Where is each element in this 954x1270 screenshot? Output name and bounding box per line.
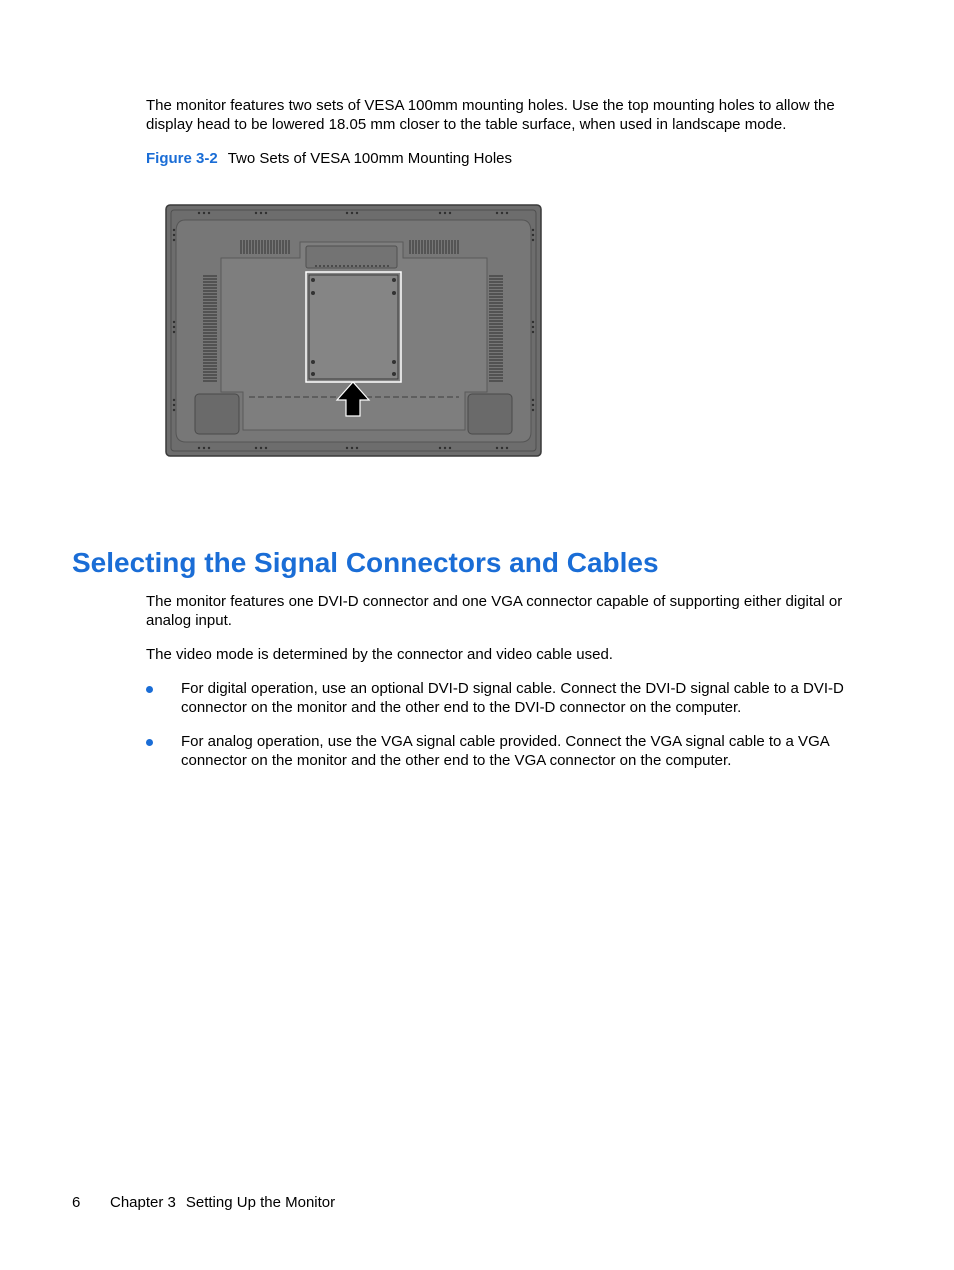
bullet-icon	[146, 686, 153, 693]
footer-chapter: Chapter 3	[110, 1194, 176, 1211]
figure-number: Figure 3-2	[146, 150, 218, 167]
monitor-back-illustration	[165, 204, 542, 457]
list-item-text: For digital operation, use an optional DVI-D signal cable. Connect the DVI-D signal cable to a DVI-D connector on the monitor and the other end to the DVI-D connector on the computer.	[181, 680, 844, 716]
page-footer	[72, 1193, 335, 1212]
page-number: 6	[72, 1194, 81, 1211]
section-paragraph-2: The video mode is determined by the connector and video cable used.	[146, 646, 613, 663]
footer-chapter-title: Setting Up the Monitor	[185, 1194, 336, 1211]
figure-caption	[146, 149, 512, 168]
bullet-icon	[146, 739, 153, 746]
section-paragraph-1: The monitor features one DVI-D connector and one VGA connector capable of supporting either digital or analog input.	[146, 593, 843, 629]
figure-caption-text: Two Sets of VESA 100mm Mounting Holes	[227, 150, 512, 167]
list-item-text: For analog operation, use the VGA signal cable provided. Connect the VGA signal cable to a VGA connector on the monitor and the other end to the VGA connector on the computer.	[181, 733, 829, 769]
section-heading: Selecting the Signal Connectors and Cables	[72, 547, 659, 578]
intro-paragraph: The monitor features two sets of VESA 100mm mounting holes. Use the top mounting holes to allow the display head to be lowered 18.05 mm closer to the table surface, when used in landscape mode.	[146, 97, 835, 133]
